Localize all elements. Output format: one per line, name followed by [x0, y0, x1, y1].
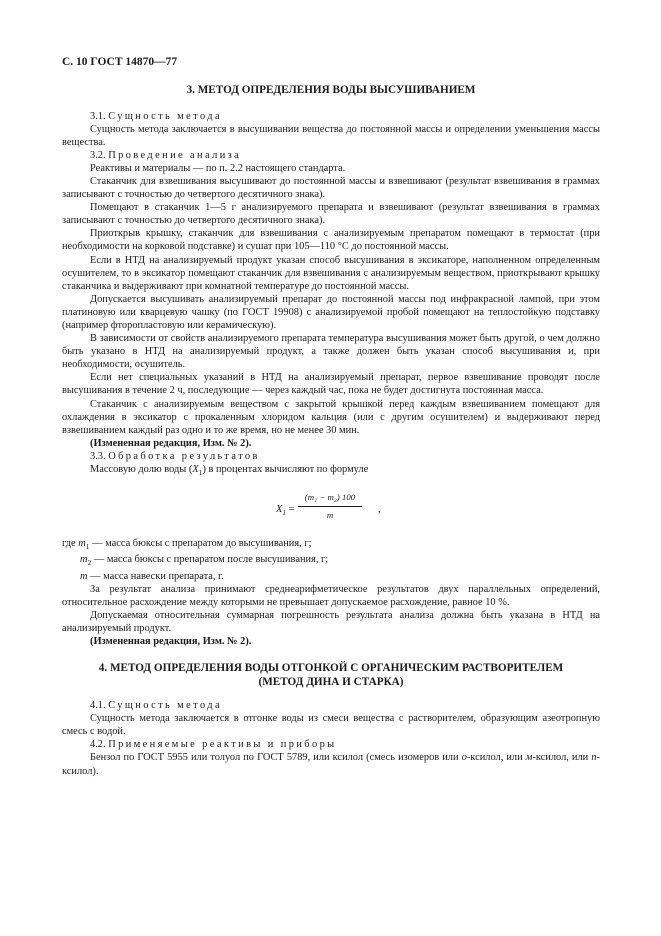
subsection-title: Сущность метода: [108, 110, 222, 122]
formula-lhs: [276, 503, 295, 519]
paragraph: Допускаемая относительная суммарная погрешность результата анализа должна быть указана в НТД на анализируемый продукт.: [62, 609, 600, 634]
variable: m: [78, 538, 86, 550]
subsection-title: Сущность метода: [108, 700, 222, 712]
paragraph: За результат анализа принимают среднеарифметическое результатов двух параллельных определений, относительное расхождение между которыми не превышает допускаемое расхождение, равное 10 %.: [62, 583, 600, 608]
paragraph: [62, 463, 600, 479]
variable: X: [192, 464, 199, 476]
paragraph: Помещают в стаканчик 1—5 г анализируемого препарата и взвешивают (результат взвешивания в граммах записывают с точностью до четвертого десятичного знака).: [62, 202, 600, 227]
formula-comma: ,: [378, 504, 381, 516]
text-fragment: -ксилол, или: [532, 752, 592, 764]
text-fragment: — масса бюксы с препаратом до высушивания, г;: [89, 538, 312, 550]
text-fragment: -ксилол, или: [466, 752, 526, 764]
subscript: 1: [85, 542, 90, 552]
amendment-note: (Измененная редакция, Изм. № 2).: [90, 437, 252, 449]
paragraph: Реактивы и материалы — по п. 2.2 настоящего стандарта.: [90, 162, 346, 174]
paragraph: Приоткрыв крышку, стаканчик для взвешивания с анализируемым препаратом помещают в термостат (при необходимости на корковой подставке) и сушат при 105—110 °С до постоянной массы.: [62, 228, 600, 253]
subsection-title: Обработка результатов: [108, 450, 260, 462]
subscript: 1: [282, 508, 287, 518]
text-fragment: Массовую долю воды (: [90, 464, 193, 476]
variable: м: [525, 752, 533, 764]
variable: m: [80, 554, 88, 566]
text-fragment: ) в процентах вычисляют по формуле: [202, 464, 369, 476]
variable: п: [591, 752, 597, 764]
paragraph: Допускается высушивать анализируемый препарат до постоянной массы под инфракрасной лампой, при этом платиновую или кварцевую чашку (по ГОСТ 19908) с анализируемой пробой помещают на теплостойкую подставку (например фторопластовую или керамическую).: [62, 293, 600, 331]
variable: X: [276, 504, 283, 516]
subsection-4-2-heading: [62, 738, 600, 751]
title-line: (МЕТОД ДИНА И СТАРКА): [258, 675, 404, 688]
subsection-title: Проведение анализа: [108, 149, 242, 161]
paragraph: Стаканчик для взвешивания высушивают до постоянной массы и взвешивают (результат взвешивания в граммах записывают с точностью до четвертого десятичного знака).: [62, 175, 600, 201]
page-content: [62, 84, 600, 778]
subsection-number: 3.1.: [90, 110, 106, 122]
subsection-title: Применяемые реактивы и приборы: [108, 739, 337, 751]
section-3-title: 3. МЕТОД ОПРЕДЕЛЕНИЯ ВОДЫ ВЫСУШИВАНИЕМ: [186, 84, 476, 96]
formula-legend: [62, 537, 600, 582]
text-fragment: Бензол по ГОСТ 5955 или толуол по ГОСТ 5789, или ксилол (смесь изомеров или: [90, 752, 462, 764]
variable: о: [461, 752, 467, 764]
text-fragment: где: [62, 538, 79, 550]
subsection-3-2-heading: [62, 149, 600, 162]
formula-numerator: (m₁ − m₂) 100: [298, 491, 362, 507]
title-line: 4. МЕТОД ОПРЕДЕЛЕНИЯ ВОДЫ ОТГОНКОЙ С ОРГАНИЧЕСКИМ РАСТВОРИТЕЛЕМ: [98, 662, 564, 675]
legend-line: [62, 570, 600, 583]
subsection-3-1-heading: [62, 110, 600, 123]
subscript: 2: [87, 558, 92, 568]
amendment-note: (Измененная редакция, Изм. № 2).: [90, 636, 252, 648]
equals-sign: =: [286, 504, 295, 516]
paragraph: В зависимости от свойств анализируемого препарата температура высушивания может быть другой, о чем должно быть указано в НТД на анализируемый продукт, а также должен быть указан способ высушивания и, при необходимости, осушитель.: [62, 333, 600, 371]
page-header: С. 10 ГОСТ 14870—77: [62, 56, 178, 68]
subscript: 1: [198, 468, 203, 478]
formula: [62, 485, 600, 535]
subsection-3-3-heading: [62, 450, 600, 463]
text-fragment: — масса бюксы с препаратом после высушивания, г;: [91, 554, 329, 566]
subsection-number: 4.1.: [90, 700, 106, 712]
variable: m: [80, 570, 88, 582]
legend-line: [62, 553, 600, 569]
subsection-number: 3.3.: [90, 450, 106, 462]
subsection-number: 3.2.: [90, 149, 106, 161]
paragraph: Сущность метода заключается в высушивании вещества до постоянной массы и определении уменьшения массы вещества.: [62, 123, 600, 148]
formula-denominator: m: [326, 510, 334, 521]
text-fragment: — масса навески препарата, г.: [87, 570, 224, 582]
section-4-title: [62, 662, 600, 689]
subsection-4-1-heading: [62, 699, 600, 712]
formula-fraction: [298, 491, 362, 522]
paragraph: [62, 751, 600, 777]
paragraph: Стаканчик с анализируемым веществом с закрытой крышкой перед каждым взвешиванием помещают для охлаждения в эксикатор с прокаленным хлоридом кальция (или с другим осушителем) и выдерживают перед взвешиванием каждый раз одно и то же время, но не менее 30 мин.: [62, 398, 600, 436]
paragraph: Если в НТД на анализируемый продукт указан способ высушивания в эксикаторе, наполненном определенным осушителем, то в эксикатор помещают стаканчик для взвешивания с анализируемым веществом, приоткрывают крышку стаканчика и выдерживают при комнатной температуре до постоянной массы.: [62, 254, 600, 292]
legend-line: [62, 537, 600, 553]
paragraph: Сущность метода заключается в отгонке воды из смеси вещества с растворителем, образующим азеотропную смесь с водой.: [62, 713, 600, 738]
paragraph: Если нет специальных указаний в НТД на анализируемый препарат, первое взвешивание проводят после высушивания в течение 2 ч, последующие — через каждый час, пока не будет достигнута постоянная масса.: [62, 372, 600, 397]
text-fragment: -ксилол).: [62, 752, 600, 777]
subsection-number: 4.2.: [90, 739, 106, 751]
